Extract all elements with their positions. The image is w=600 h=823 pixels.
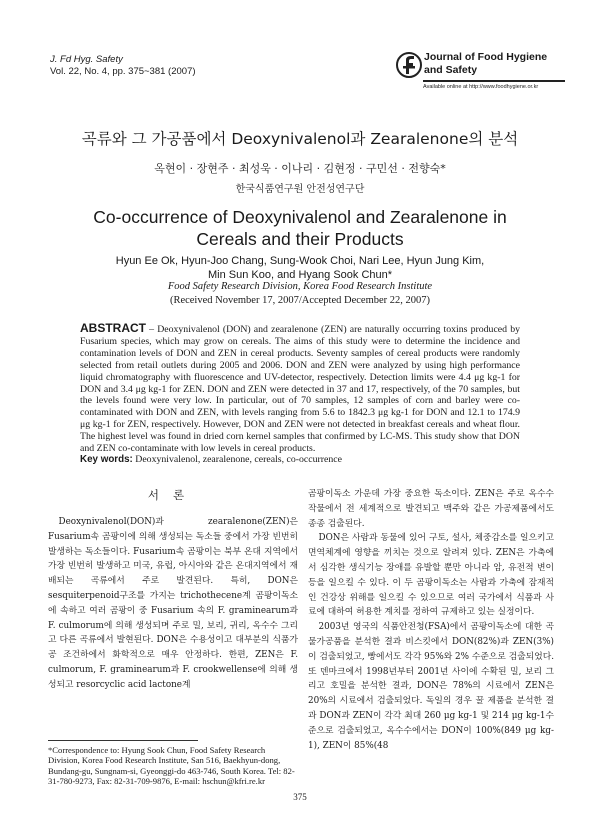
authors-english xyxy=(40,255,560,282)
journal-brand xyxy=(396,50,566,98)
title-english-line2: Cereals and their Products xyxy=(196,229,404,249)
body-paragraph: 2003년 영국의 식품안전청(FSA)에서 곰팡이독소에 대한 곡물가공품을 분석한 결과 비스킷에서 DON(82%)과 ZEN(3%)이 검출되었고, 빵에서도 각각 95%와 2% 수준으로 검출되었다. 또 덴마크에서 1998년부터 2001년 사이에 수확된 밀, 보리 그리고 호밀을 분석한 결과, DON은 78%의 시료에서 ZEN은 20%의 시료에서 검출되었다. 독일의 경우 꿀 제품을 분석한 결과 DON과 ZEN이 각각 최대 260 μg kg-1 및 214 μg kg-1수준으로 검출되었고, 옥수수에서는 DON이 100%(849 μg kg-1), ZEN이 85%(48 xyxy=(308,622,554,751)
abstract xyxy=(80,323,520,455)
keywords-heading: Key words: xyxy=(80,454,133,465)
received-dates: (Received November 17, 2007/Accepted December 22, 2007) xyxy=(169,295,431,306)
correspondence-footnote: *Correspondence to: Hyung Sook Chun, Food Safety Research Division, Korea Food Research Institute, San 516, Baekhyun-dong, Bundang-gu, Sungnam-si, Gyeonggi-do 463-746, South Korea. Tel: 82-31-780-9273, Fax: 82-31-709-9876, E-mail: hschun@kfri.re.kr xyxy=(48,745,295,786)
volume-pages: Vol. 22, No. 4, pp. 375~381 (2007) xyxy=(50,66,196,77)
citation-block xyxy=(50,54,196,78)
abstract-heading: ABSTRACT xyxy=(80,321,146,335)
title-english xyxy=(40,206,560,250)
body-paragraph: DON은 사람과 동물에 있어 구토, 설사, 체중감소를 일으키고 면역체계에 영향을 끼치는 것으로 알려져 있다. ZEN은 가축에서 심각한 생식기능 장애를 유발할 뿐만 아니라 암, 유전적 변이 등을 일으킬 수 있다. 이 두 곰팡이독소는 사람과 가축에 잠재적인 건강상 위해를 일으킬 수 있으므로 여러 국가에서 식품과 사료에 대하여 허용한 계치를 정하여 규제하고 있는 실정이다. xyxy=(308,533,554,618)
journal-logo-icon xyxy=(396,50,422,80)
title-english-line1: Co-occurrence of Deoxynivalenol and Zearalenone in xyxy=(93,207,507,227)
footnote-rule xyxy=(48,740,198,741)
section-heading-introduction: 서론 xyxy=(147,488,199,502)
authors-korean: 옥현이 · 장현주 · 최성욱 · 이나리 · 김현정 · 구민선 · 전향숙* xyxy=(154,162,446,175)
right-column xyxy=(308,487,554,753)
authors-english-line2: Min Sun Koo, and Hyang Sook Chun* xyxy=(207,268,393,281)
brand-url[interactable]: Available online at http://www.foodhygiene.or.kr xyxy=(423,84,539,90)
body-paragraph: Deoxynivalenol(DON)과 zearalenone(ZEN)은 Fusarium속 곰팡이에 의해 생성되는 독소들 중에서 가장 빈번히 발생하는 독소들이다. Fusarium속 곰팡이는 북부 온대 지역에서 가장 빈번히 발생하고 미국, 유럽, 아시아와 같은 온대지역에서 재배되는 곡류에서 주로 발견된다. 특히, DON은 sesquiterpenoid구조를 가지는 trichothecene계 곰팡이독소에 속하고 여러 곰팡이 중 Fusarium 속의 F. graminearum과 F. culmorum에 의해 생성되며 주로 밀, 보리, 귀리, 옥수수 그리고 다른 곡류에서 발현된다. DON은 수용성이고 대부분의 식품가공 조건하에서 화학적으로 매우 안정하다. 한편, ZEN은 F. culmorum, F. graminearum과 F. crookwellense에 의해 생성되고 resorcyclic acid lactone계 xyxy=(48,517,298,690)
journal-abbrev: J. Fd Hyg. Safety xyxy=(50,54,123,65)
affiliation-korean: 한국식품연구원 안전성연구단 xyxy=(235,184,365,195)
body-paragraph: 곰팡이독소 가운데 가장 중요한 독소이다. ZEN은 주로 옥수수 작물에서 전 세계적으로 발견되고 맥주와 같은 가공제품에서도 종종 검출된다. xyxy=(308,489,554,529)
brand-title xyxy=(424,51,547,76)
authors-english-line1: Hyun Ee Ok, Hyun-Joo Chang, Sung-Wook Choi, Nari Lee, Hyun Jung Kim, xyxy=(115,255,485,267)
brand-title-line1: Journal of Food Hygiene xyxy=(424,51,548,63)
abstract-text: – Deoxynivalenol (DON) and zearalenone (ZEN) are naturally occurring toxins produced by Fusarium species, which may grow on cereals. The aims of this study were to determine the incidence and contamination levels of DON and ZEN in cereal products. Seventy samples of cereal products were randomly selected from retail outlets during 2005 and 2006. DON and ZEN were analyzed by using high performance liquid chromatography with fluorescence and UV-detector, respectively. Detection limits were 4.4 μg kg-1 for DON and 3.4 μg kg-1 for ZEN. DON and ZEN were detected in 37 and 17, respectively, of the 70 samples, but the levels found were very low. In particular, out of 70 samples, 12 samples of corn and barley were co-contaminated with DON and ZEN, with levels ranging from 5.6 to 1842.3 μg kg-1 for DON and 12.1 to 174.9 μg kg-1 for ZEN, respectively. However, DON and ZEN were not detected in breakfast cereals and wheat flour. The highest level was found in dried corn kernel samples that confirmed by LC-MS. This study show that DON and ZEN co-contaminate with low levels in cereal products. xyxy=(80,324,520,455)
brand-title-line2: and Safety xyxy=(424,63,478,76)
keywords-text: Deoxynivalenol, zearalenone, cereals, co-occurrence xyxy=(132,454,342,465)
page-number: 375 xyxy=(293,792,307,802)
left-column xyxy=(48,515,298,693)
keywords xyxy=(80,454,520,465)
title-korean: 곡류와 그 가공품에서 Deoxynivalenol과 Zearalenone의 분석 xyxy=(81,130,519,148)
brand-rule xyxy=(423,80,565,82)
affiliation-english: Food Safety Research Division, Korea Food Research Institute xyxy=(167,281,433,292)
